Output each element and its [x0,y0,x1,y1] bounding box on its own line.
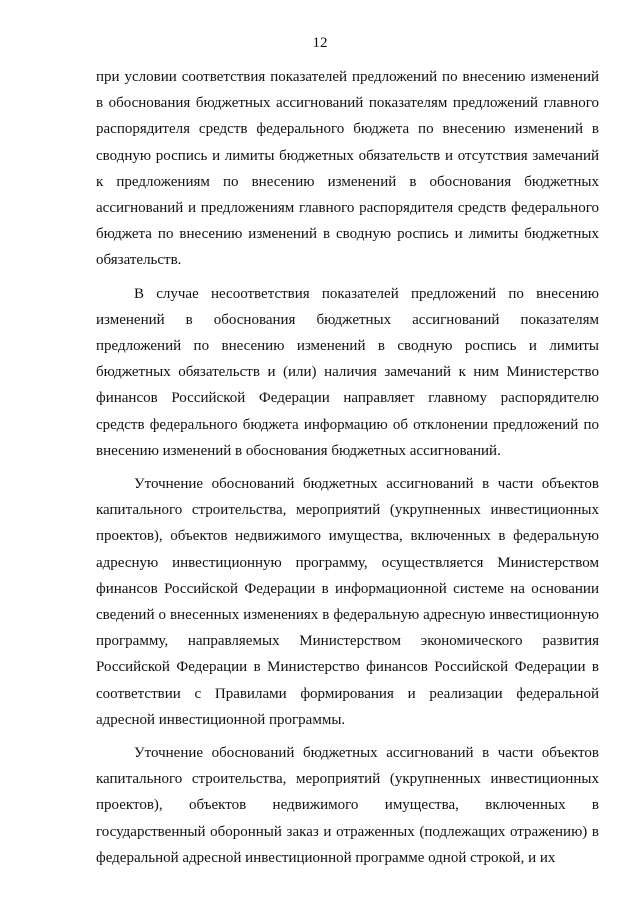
page-number: 12 [312,35,328,51]
paragraph-capital-construction: Уточнение обоснований бюджетных ассигнований в части объектов капитального строительства, мероприятий (укрупненных инвестиционных проектов), объектов недвижимого имущества, включенных в федеральную адресную инвестиционную программу, осуществляется Министерством финансов Российской Федерации в информационной системе на основании сведений о внесенных изменениях в федеральную адресную инвестиционную программу, направляемых Министерством экономического развития Российской Федерации в Министерство финансов Российской Федерации в соответствии с Правилами формирования и реализации федеральной адресной инвестиционной программы. [96,476,599,728]
paragraph-mismatch: В случае несоответствия показателей предложений по внесению изменений в обоснования бюджетных ассигнований показателям предложений по внесению изменений в сводную роспись и лимиты бюджетных обязательств и (или) наличия замечаний к ним Министерство финансов Российской Федерации направляет главному распорядителю средств федерального бюджета информацию об отклонении предложений по внесению изменений в обоснования бюджетных ассигнований. [96,285,599,459]
paragraph-continuation: при условии соответствия показателей предложений по внесению изменений в обоснования бюджетных ассигнований показателям предложений главного распорядителя средств федерального бюджета по внесению изменений в сводную роспись и лимиты бюджетных обязательств и отсутствия замечаний к предложениям по внесению изменений в обоснования бюджетных ассигнований и предложениям главного распорядителя средств федерального бюджета по внесению изменений в сводную роспись и лимиты бюджетных обязательств. [96,69,599,269]
body-text [96,64,599,871]
paragraph-defense-order: Уточнение обоснований бюджетных ассигнований в части объектов капитального строительства, мероприятий (укрупненных инвестиционных проектов), объектов недвижимого имущества, включенных в государственный оборонный заказ и отраженных (подлежащих отражению) в федеральной адресной инвестиционной программе одной строкой, и их [96,745,599,866]
